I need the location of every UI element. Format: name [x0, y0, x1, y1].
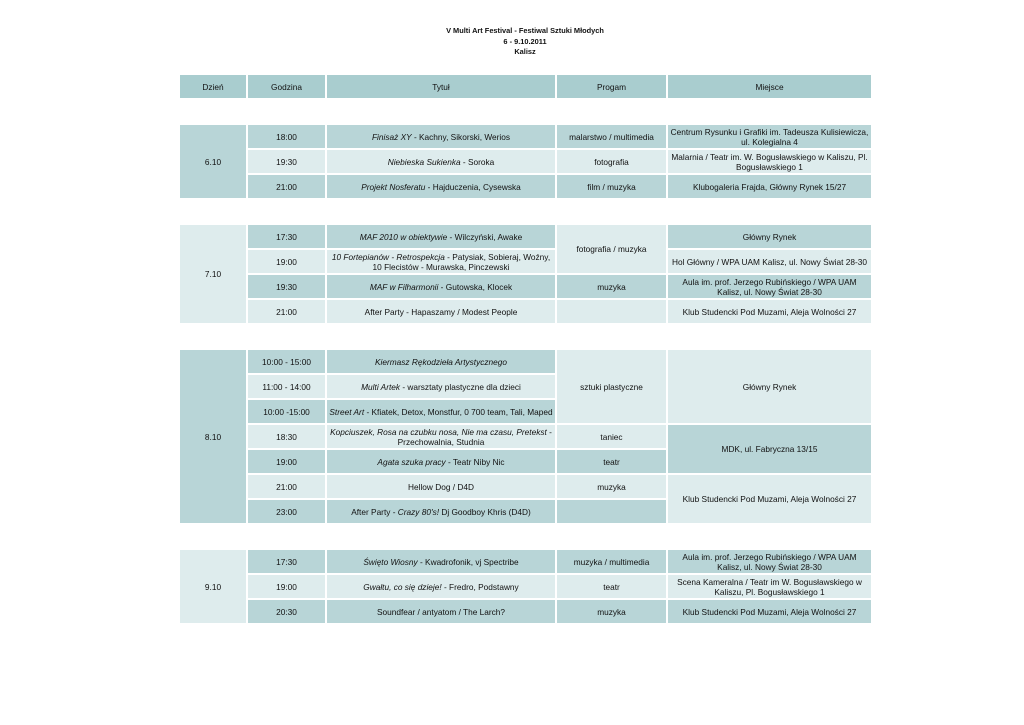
- title-cell: [327, 450, 555, 473]
- time-cell: 21:00: [248, 300, 325, 323]
- title-italic: Projekt Nosferatu: [361, 181, 426, 192]
- place-cell: Centrum Rysunku i Grafiki im. Tadeusza Kulisiewicza, ul. Kolegialna 4: [668, 125, 871, 148]
- time-cell: 23:00: [248, 500, 325, 523]
- title-rest: - Soroka: [460, 156, 495, 167]
- place-cell: Malarnia / Teatr im. W. Bogusławskiego w Kaliszu, Pl. Bogusławskiego 1: [668, 150, 871, 173]
- title-rest: - Kwadrofonik, vj Spectribe: [417, 556, 519, 567]
- title-italic: 10 Fortepianów - Retrospekcja: [331, 251, 445, 262]
- title-rest: - Hajduczenia, Cysewska: [425, 181, 521, 192]
- festival-title: V Multi Art Festival - Festiwal Sztuki Młodych: [446, 26, 604, 35]
- program-cell: film / muzyka: [557, 175, 666, 198]
- col-header-time: Godzina: [248, 75, 325, 98]
- time-cell: 19:00: [248, 575, 325, 598]
- place-cell: Główny Rynek: [668, 225, 871, 248]
- title-cell: [327, 550, 555, 573]
- program-cell: teatr: [557, 450, 666, 473]
- program-cell: fotografia: [557, 150, 666, 173]
- time-cell: 18:30: [248, 425, 325, 448]
- title-cell: [327, 350, 555, 373]
- program-cell: taniec: [557, 425, 666, 448]
- title-cell: [327, 275, 555, 298]
- program-cell: sztuki plastyczne: [557, 350, 666, 423]
- title-italic: Multi Artek: [361, 381, 401, 392]
- title-rest: After Party - Hapaszamy / Modest People: [364, 306, 518, 317]
- title-italic: Crazy 80's!: [397, 506, 440, 517]
- time-cell: 20:30: [248, 600, 325, 623]
- time-cell: 10:00 -15:00: [248, 400, 325, 423]
- program-cell-empty: [557, 300, 666, 323]
- place-cell: Klub Studencki Pod Muzami, Aleja Wolności 27: [668, 475, 871, 523]
- title-cell: [327, 600, 555, 623]
- title-rest: - Kfiatek, Detox, Monstfur, 0 700 team, Tali, Maped: [364, 406, 553, 417]
- festival-city: Kalisz: [514, 47, 536, 56]
- title-italic: Agata szuka pracy: [377, 456, 446, 467]
- col-header-day: Dzień: [180, 75, 246, 98]
- program-cell-empty: [557, 500, 666, 523]
- title-prefix: After Party -: [351, 506, 398, 517]
- col-header-place: Miejsce: [668, 75, 871, 98]
- time-cell: 10:00 - 15:00: [248, 350, 325, 373]
- title-cell: [327, 425, 555, 448]
- title-italic: Kiermasz Rękodzieła Artystycznego: [374, 356, 508, 367]
- document-header: [0, 26, 1024, 58]
- time-cell: 21:00: [248, 475, 325, 498]
- time-cell: 19:00: [248, 450, 325, 473]
- title-cell: [327, 175, 555, 198]
- title-rest: Hellow Dog / D4D: [408, 481, 474, 492]
- festival-dates: 6 - 9.10.2011: [503, 36, 547, 46]
- title-cell: [327, 300, 555, 323]
- time-cell: 19:00: [248, 250, 325, 273]
- program-cell: muzyka: [557, 600, 666, 623]
- day-cell: 6.10: [180, 125, 246, 198]
- place-cell: Główny Rynek: [668, 350, 871, 423]
- program-cell: fotografia / muzyka: [557, 225, 666, 273]
- title-rest: Soundfear / antyatom / The Larch?: [376, 606, 506, 617]
- time-cell: 18:00: [248, 125, 325, 148]
- title-cell: [327, 400, 555, 423]
- title-cell: [327, 500, 555, 523]
- title-cell: [327, 125, 555, 148]
- title-rest: - warsztaty plastyczne dla dzieci: [400, 381, 521, 392]
- time-cell: 11:00 - 14:00: [248, 375, 325, 398]
- place-cell: Scena Kameralna / Teatr im W. Bogusławskiego w Kaliszu, Pl. Bogusławskiego 1: [668, 575, 871, 598]
- place-cell: Hol Główny / WPA UAM Kalisz, ul. Nowy Świat 28-30: [668, 250, 871, 273]
- title-rest: - Gutowska, Klocek: [438, 281, 513, 292]
- place-cell: Klubogaleria Frajda, Główny Rynek 15/27: [668, 175, 871, 198]
- title-italic: Finisaż XY: [371, 131, 412, 142]
- title-cell: [327, 375, 555, 398]
- place-cell: Klub Studencki Pod Muzami, Aleja Wolności 27: [668, 600, 871, 623]
- title-rest: - Fredro, Podstawny: [441, 581, 519, 592]
- title-rest: - Patysiak, Sobieraj, Woźny, 10 Flecistów - Murawska, Pinczewski: [372, 251, 551, 272]
- title-italic: Niebieska Sukienka: [387, 156, 461, 167]
- title-rest: - Wilczyński, Awake: [447, 231, 523, 242]
- place-cell: Aula im. prof. Jerzego Rubińskiego / WPA UAM Kalisz, ul. Nowy Świat 28-30: [668, 550, 871, 573]
- time-cell: 19:30: [248, 150, 325, 173]
- day-cell: 8.10: [180, 350, 246, 523]
- place-cell: MDK, ul. Fabryczna 13/15: [668, 425, 871, 473]
- place-cell: Klub Studencki Pod Muzami, Aleja Wolności 27: [668, 300, 871, 323]
- title-cell: [327, 250, 555, 273]
- program-cell: muzyka / multimedia: [557, 550, 666, 573]
- title-rest: Dj Goodboy Khris (D4D): [439, 506, 531, 517]
- title-cell: [327, 225, 555, 248]
- place-cell: Aula im. prof. Jerzego Rubińskiego / WPA UAM Kalisz, ul. Nowy Świat 28-30: [668, 275, 871, 298]
- program-cell: muzyka: [557, 475, 666, 498]
- col-header-program: Progam: [557, 75, 666, 98]
- col-header-title: Tytuł: [327, 75, 555, 98]
- title-italic: Street Art: [329, 406, 365, 417]
- time-cell: 17:30: [248, 225, 325, 248]
- title-italic: MAF w Filharmonii: [369, 281, 439, 292]
- title-rest: - Kachny, Sikorski, Werios: [411, 131, 510, 142]
- title-cell: [327, 150, 555, 173]
- program-cell: muzyka: [557, 275, 666, 298]
- title-italic: Gwałtu, co się dzieje!: [363, 581, 442, 592]
- title-cell: [327, 475, 555, 498]
- title-cell: [327, 575, 555, 598]
- time-cell: 19:30: [248, 275, 325, 298]
- time-cell: 17:30: [248, 550, 325, 573]
- day-cell: 7.10: [180, 225, 246, 323]
- title-italic: Kopciuszek, Rosa na czubku nosa, Nie ma czasu, Pretekst: [330, 426, 547, 437]
- title-rest: - Przechowalnia, Studnia: [397, 426, 552, 447]
- title-italic: MAF 2010 w obiektywie: [359, 231, 448, 242]
- title-italic: Święto Wiosny: [363, 556, 418, 567]
- time-cell: 21:00: [248, 175, 325, 198]
- program-cell: malarstwo / multimedia: [557, 125, 666, 148]
- title-rest: - Teatr Niby Nic: [445, 456, 505, 467]
- program-cell: teatr: [557, 575, 666, 598]
- day-cell: 9.10: [180, 550, 246, 623]
